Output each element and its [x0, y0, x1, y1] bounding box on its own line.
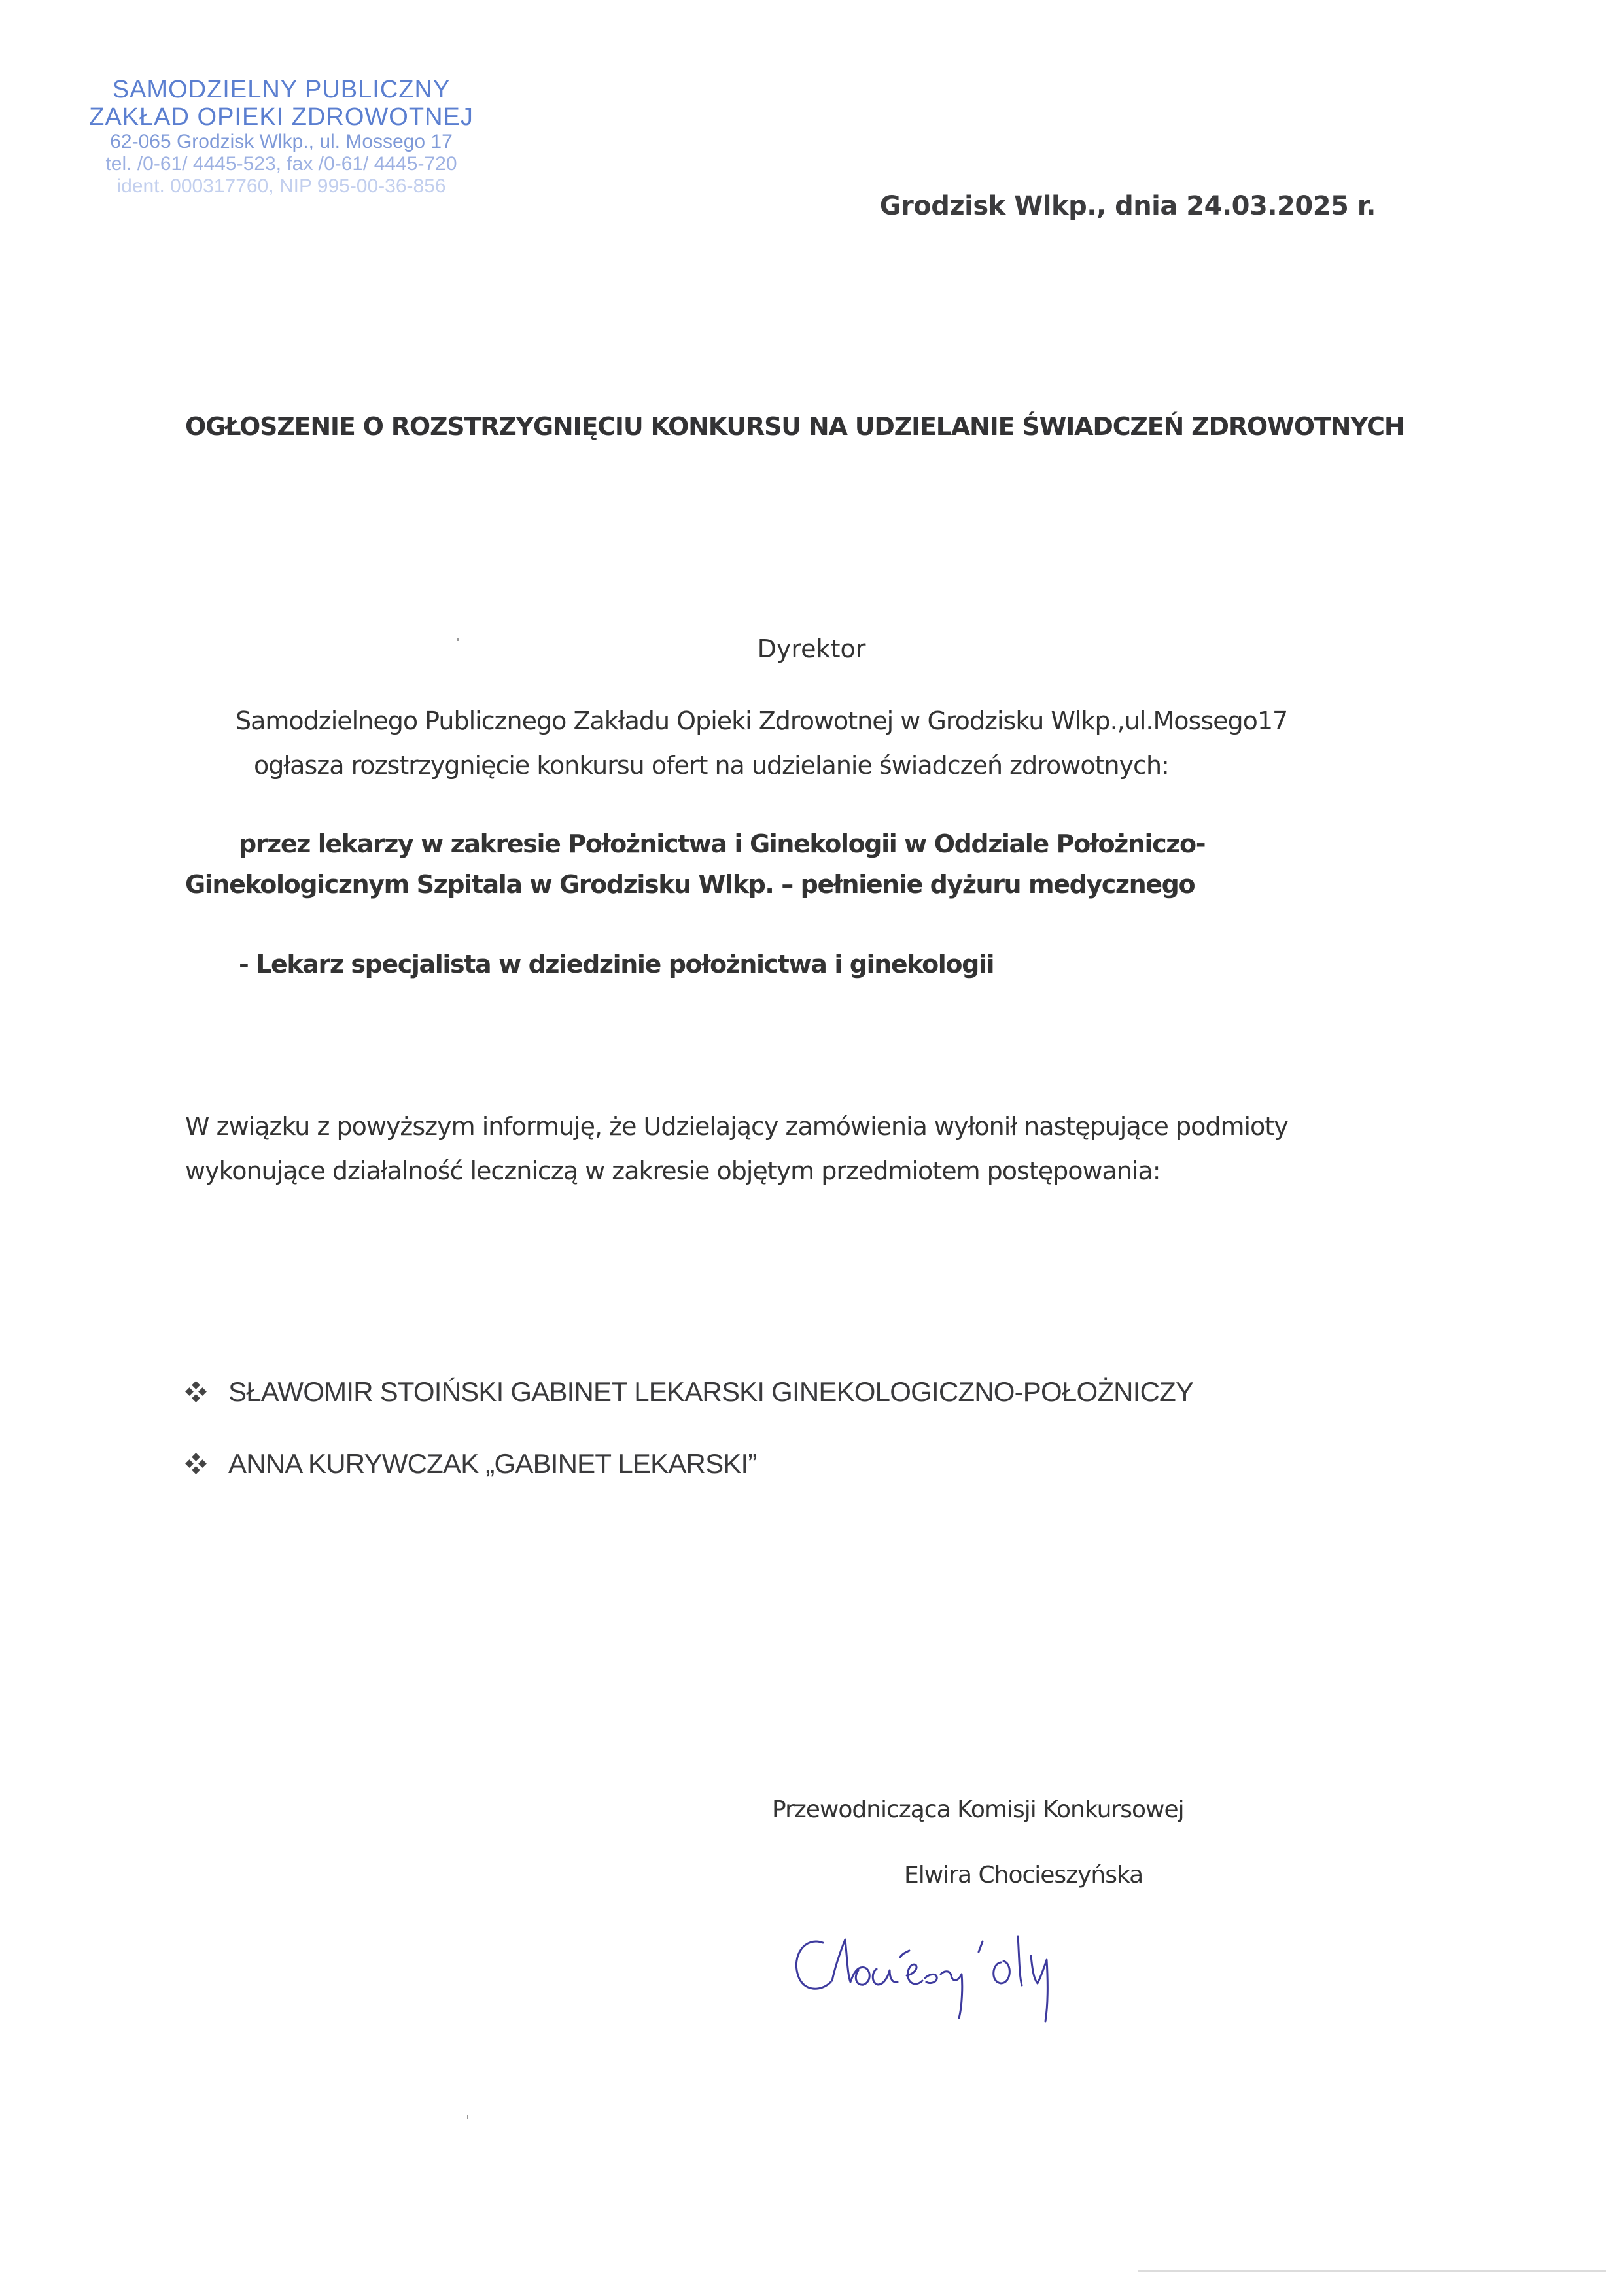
institution-stamp	[82, 77, 481, 196]
diamond-cluster-icon	[185, 1381, 207, 1403]
institution-name: Samodzielnego Publicznego Zakładu Opieki Zdrowotnej w Grodzisku Wlkp.,ul.Mossego17	[236, 706, 1288, 735]
stamp-line-2: ZAKŁAD OPIEKI ZDROWOTNEJ	[89, 103, 474, 131]
list-item	[185, 1374, 1193, 1410]
stamp-line-5: ident. 000317760, NIP 995-00-36-856	[116, 175, 446, 197]
announcement-text: ogłasza rozstrzygnięcie konkursu ofert na udzielanie świadczeń zdrowotnych:	[254, 751, 1169, 780]
info-line-1: W związku z powyższym informuję, że Udzielający zamówienia wyłonił następujące podmioty	[185, 1112, 1288, 1141]
signatory-role: Przewodnicząca Komisji Konkursowej	[772, 1796, 1184, 1823]
document-title: OGŁOSZENIE O ROZSTRZYGNIĘCIU KONKURSU NA UDZIELANIE ŚWIADCZEŃ ZDROWOTNYCH	[185, 412, 1405, 441]
info-line-2: wykonujące działalność leczniczą w zakresie objętym przedmiotem postępowania:	[185, 1157, 1161, 1185]
document-date: Grodzisk Wlkp., dnia 24.03.2025 r.	[879, 191, 1376, 221]
scan-edge-line	[1138, 2270, 1606, 2272]
stamp-line-3: 62-065 Grodzisk Wlkp., ul. Mossego 17	[110, 131, 453, 152]
scan-speck	[467, 2115, 468, 2119]
stamp-line-4: tel. /0-61/ 4445-523, fax /0-61/ 4445-720	[105, 153, 457, 175]
handwritten-signature	[785, 1910, 1210, 2028]
scope-line-2: Ginekologicznym Szpitala w Grodzisku Wlkp. – pełnienie dyżuru medycznego	[185, 870, 1195, 899]
signatory-name: Elwira Chocieszyńska	[904, 1862, 1143, 1888]
entity-name: ANNA KURYWCZAK „GABINET LEKARSKI”	[228, 1448, 757, 1479]
specialist-line: - Lekarz specjalista w dziedzinie położnictwa i ginekologii	[239, 950, 994, 979]
diamond-cluster-icon	[185, 1453, 207, 1475]
stamp-line-1: SAMODZIELNY PUBLICZNY	[112, 76, 451, 103]
director-label: Dyrektor	[757, 635, 866, 663]
scan-speck	[457, 638, 459, 641]
list-item	[185, 1446, 1193, 1482]
selected-entities-list	[185, 1374, 1193, 1518]
scope-line-1: przez lekarzy w zakresie Położnictwa i Ginekologii w Oddziale Położniczo-	[239, 829, 1206, 858]
entity-name: SŁAWOMIR STOIŃSKI GABINET LEKARSKI GINEKOLOGICZNO-POŁOŻNICZY	[228, 1376, 1194, 1407]
